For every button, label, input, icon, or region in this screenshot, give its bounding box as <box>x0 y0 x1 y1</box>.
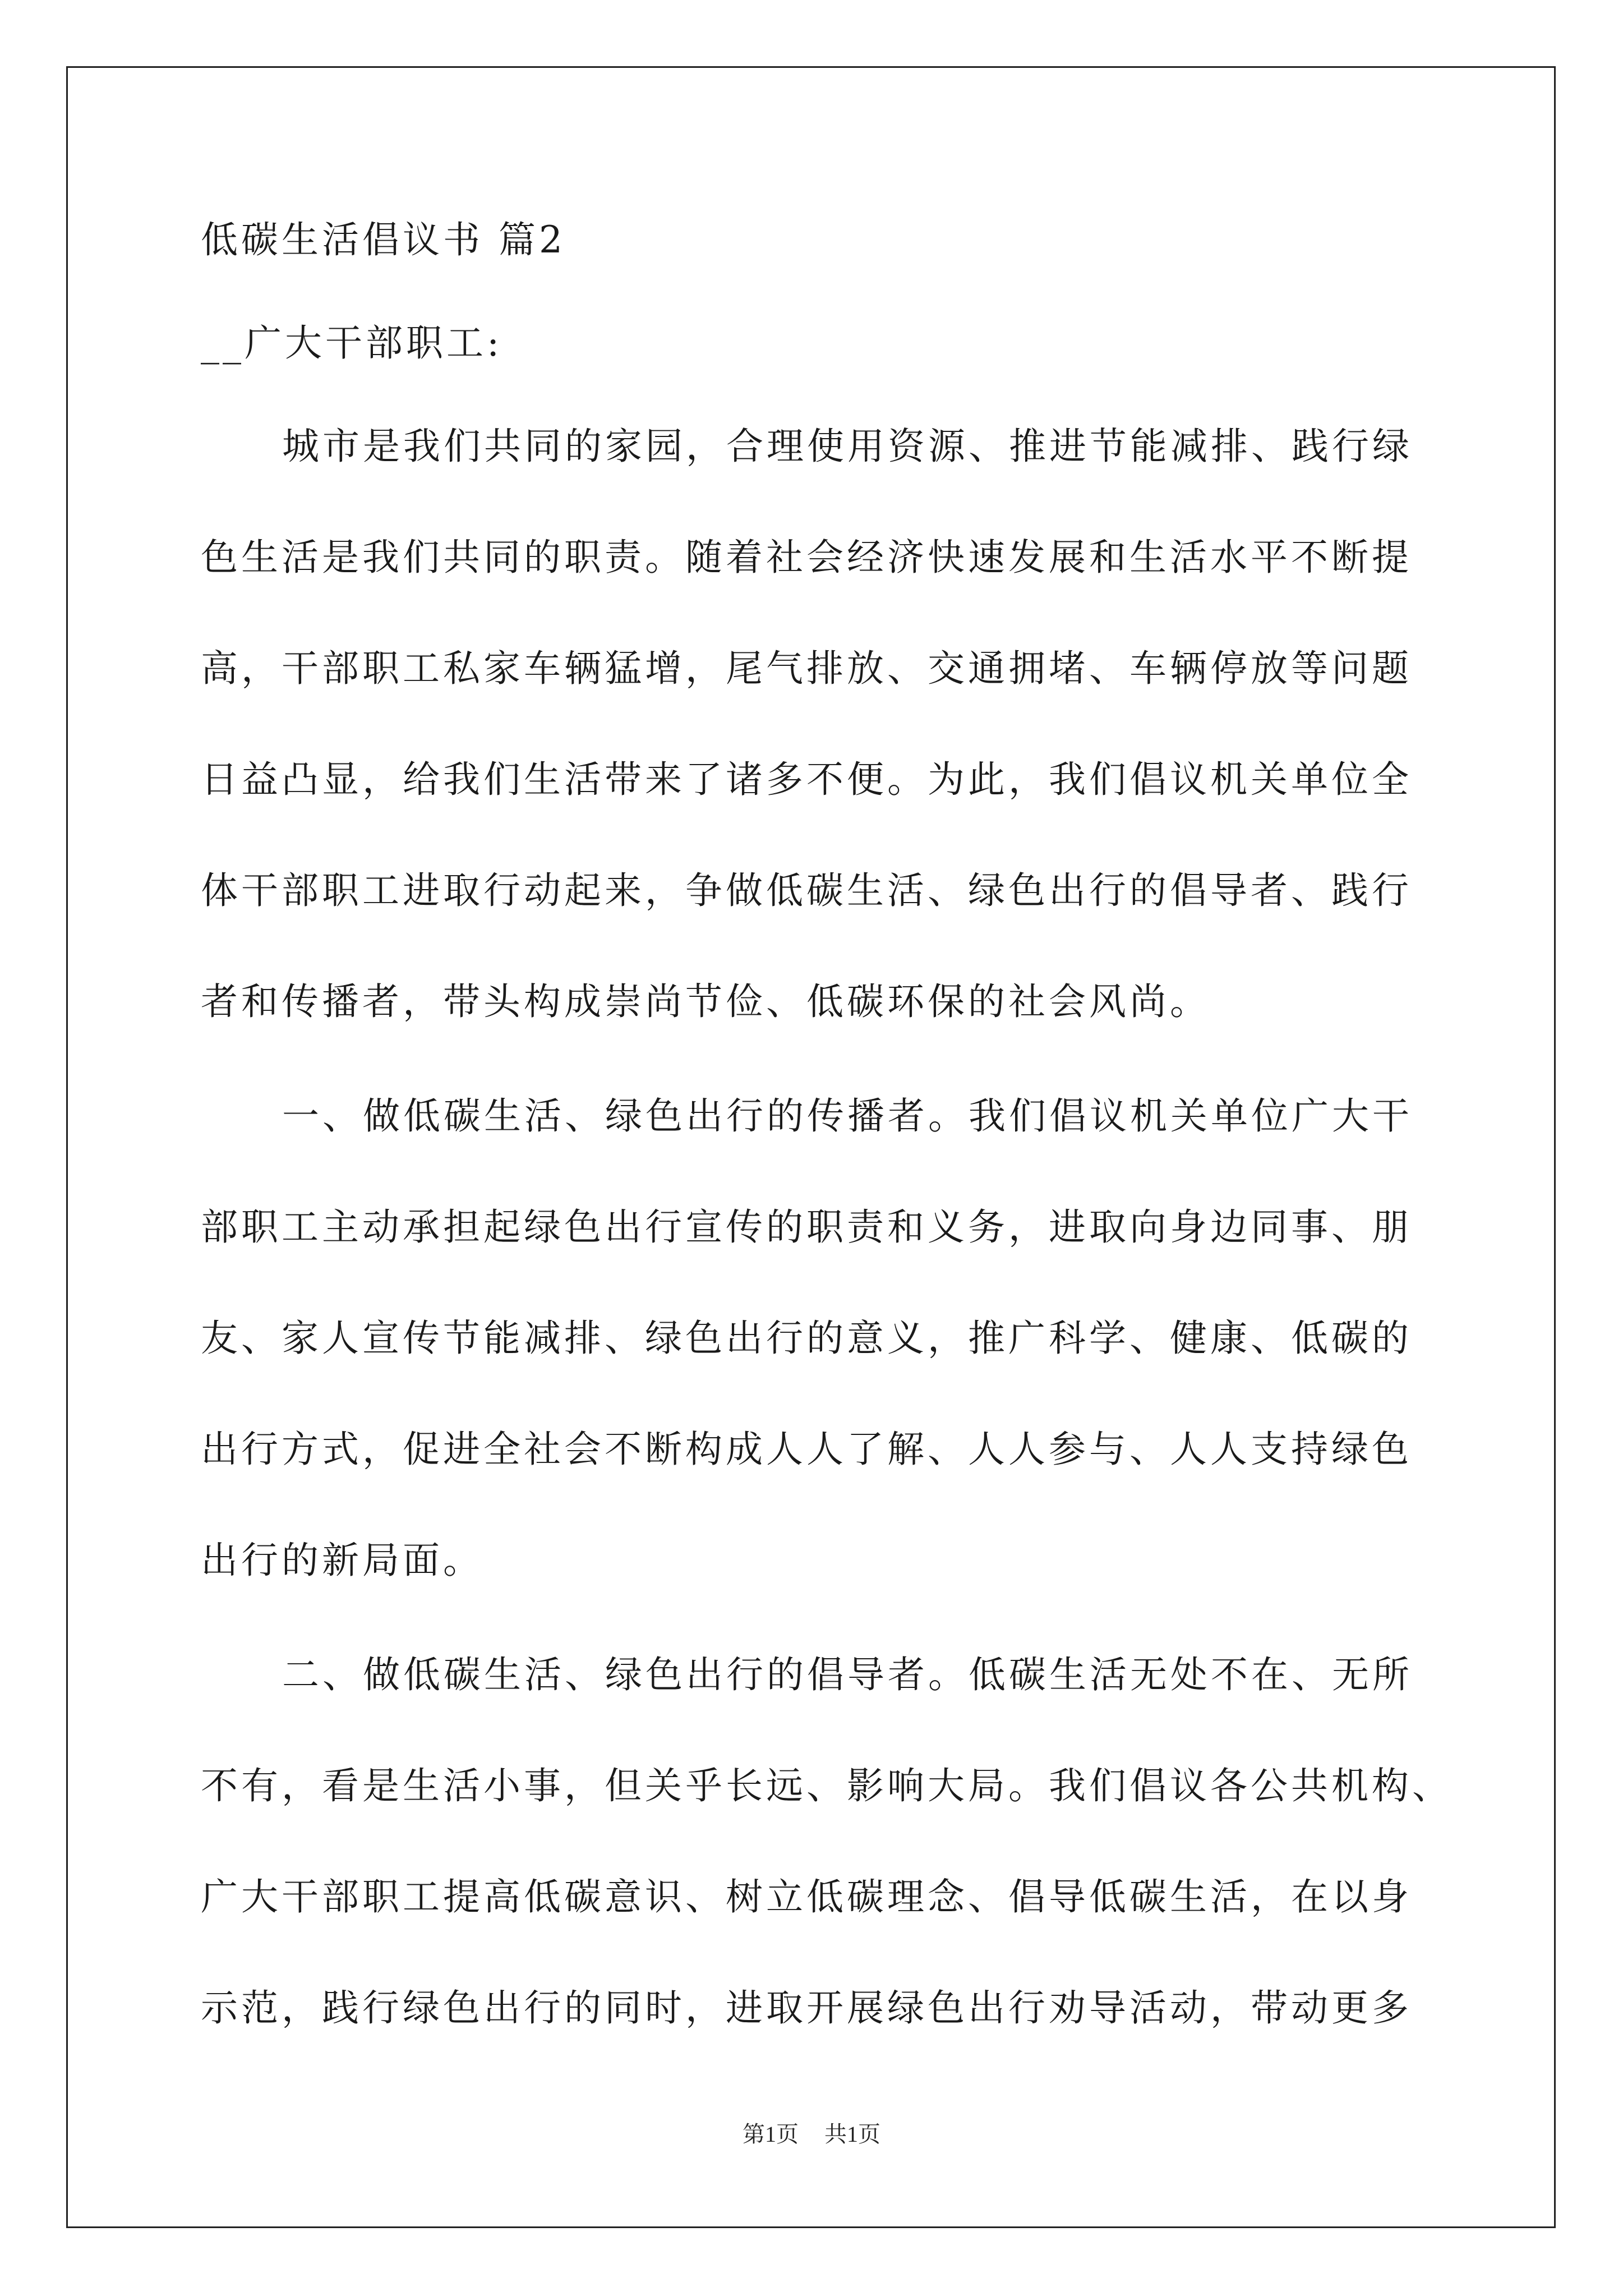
paragraph-line: 不有，看是生活小事，但关乎长远、影响大局。我们倡议各公共机构、 <box>201 1764 1453 1807</box>
paragraph-line: 出行的新局面。 <box>201 1539 483 1582</box>
paragraph-line: 示范，践行绿色出行的同时，进取开展绿色出行劝导活动，带动更多 <box>201 1986 1412 2030</box>
paragraph-line: 城市是我们共同的家园，合理使用资源、推进节能减排、践行绿 <box>282 425 1413 468</box>
paragraph-2 <box>201 1094 1435 1582</box>
page-number-current: 第1页 <box>743 2122 799 2147</box>
paragraph-line: 色生活是我们共同的职责。随着社会经济快速发展和生活水平不断提 <box>201 536 1412 579</box>
paragraph-line: 体干部职工进取行动起来，争做低碳生活、绿色出行的倡导者、践行 <box>201 869 1412 912</box>
page-number-total: 共1页 <box>824 2122 880 2147</box>
paragraph-3 <box>201 1653 1453 2030</box>
paragraph-line: 广大干部职工提高低碳意识、树立低碳理念、倡导低碳生活，在以身 <box>201 1875 1412 1918</box>
document-title: 低碳生活倡议书 篇2 <box>201 218 566 261</box>
paragraph-line: 二、做低碳生活、绿色出行的倡导者。低碳生活无处不在、无所 <box>282 1653 1413 1696</box>
paragraph-line: 高，干部职工私家车辆猛增，尾气排放、交通拥堵、车辆停放等问题 <box>201 647 1412 690</box>
paragraph-line: 出行方式，促进全社会不断构成人人了解、人人参与、人人支持绿色 <box>201 1428 1412 1471</box>
document-body <box>201 218 1453 2101</box>
page-footer <box>0 2123 1623 2146</box>
paragraph-line: 日益凸显，给我们生活带来了诸多不便。为此，我们倡议机关单位全 <box>201 758 1412 801</box>
paragraph-line: 友、家人宣传节能减排、绿色出行的意义，推广科学、健康、低碳的 <box>201 1317 1412 1360</box>
paragraph-line: 一、做低碳生活、绿色出行的传播者。我们倡议机关单位广大干 <box>282 1094 1413 1138</box>
paragraph-line: 部职工主动承担起绿色出行宣传的职责和义务，进取向身边同事、朋 <box>201 1205 1412 1249</box>
salutation: __广大干部职工: <box>201 321 503 365</box>
paragraph-1 <box>201 425 1435 1023</box>
paragraph-line: 者和传播者，带头构成崇尚节俭、低碳环保的社会风尚。 <box>201 980 1210 1023</box>
